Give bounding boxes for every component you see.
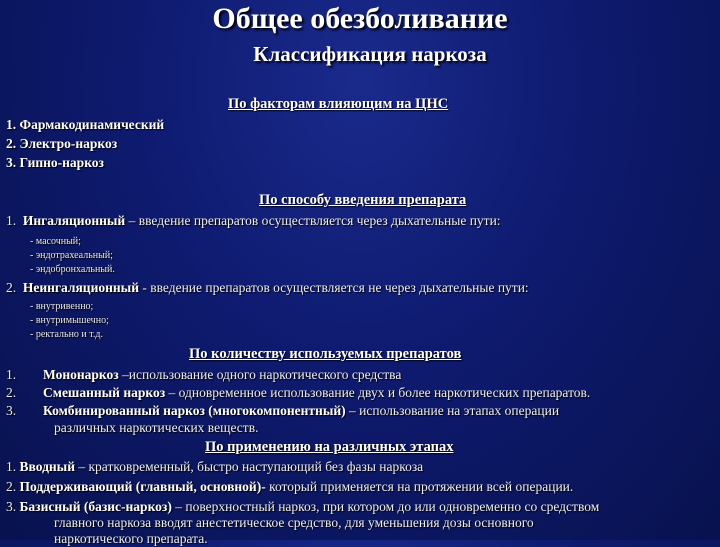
item-term: Комбинированный наркоз (многокомпонентный) xyxy=(43,403,346,418)
list-item xyxy=(6,403,16,419)
list-item xyxy=(43,367,401,383)
section-heading-route: По способу введения препарата xyxy=(259,192,467,208)
item-term: Неингаляционный xyxy=(22,280,139,295)
item-term: Ингаляционный xyxy=(22,213,126,228)
item-desc: – введение препаратов осуществляется через дыхательные пути: xyxy=(125,213,501,228)
item-term: Смешанный наркоз xyxy=(43,385,166,400)
sub-item: - эндобронхальный. xyxy=(30,264,115,275)
item-desc: – использование на этапах операции xyxy=(345,403,560,418)
item-number: 2. xyxy=(6,385,17,400)
list-item-cont: наркотического препарата. xyxy=(54,531,208,546)
item-desc: который применяется на протяжении всей операции. xyxy=(265,479,574,494)
section-heading-cns: По факторам влияющим на ЦНС xyxy=(228,96,449,112)
item-number: 1. xyxy=(6,367,17,382)
list-item xyxy=(6,499,599,515)
list-item: 1. Фармакодинамический xyxy=(6,117,165,132)
list-item xyxy=(43,385,590,401)
list-item xyxy=(6,385,16,401)
item-desc: – поверхностный наркоз, при котором до или одновременно со средством xyxy=(171,499,600,514)
list-item-cont: главного наркоза вводят анестетическое средство, для уменьшения дозы основного xyxy=(54,515,534,530)
sub-item: - внутримышечно; xyxy=(30,315,109,326)
sub-item: - эндотрахеальный; xyxy=(30,250,113,261)
item-desc: – кратковременный, быстро наступающий без фазы наркоза xyxy=(75,459,424,474)
list-item-cont: различных наркотических веществ. xyxy=(54,420,259,435)
item-desc: – одновременное использование двух и более наркотических препаратов. xyxy=(165,385,591,400)
item-term: Мононаркоз xyxy=(43,367,119,382)
item-number: 2. xyxy=(6,280,17,295)
item-number: 2. xyxy=(6,479,17,494)
item-number: 1. xyxy=(6,213,17,228)
list-item xyxy=(6,367,16,383)
page-subtitle: Классификация наркоза xyxy=(253,42,487,66)
list-item xyxy=(6,213,501,229)
sub-item: - масочный; xyxy=(30,236,81,247)
list-item xyxy=(6,280,529,296)
item-number: 3. xyxy=(6,403,17,418)
list-item: 3. Гипно-наркоз xyxy=(6,155,104,170)
list-item: 2. Электро-наркоз xyxy=(6,136,118,151)
list-item xyxy=(6,479,573,495)
section-heading-stages: По применению на различных этапах xyxy=(205,439,454,455)
item-term: Вводный xyxy=(19,459,75,474)
item-desc: - введение препаратов осуществляется не через дыхательные пути: xyxy=(138,280,529,295)
sub-item: - внутривенно; xyxy=(30,301,94,312)
list-item xyxy=(43,403,559,419)
list-item xyxy=(6,459,423,475)
section-heading-count: По количеству используемых препаратов xyxy=(189,346,462,362)
item-term: Поддерживающий (главный, основной)- xyxy=(19,479,266,494)
sub-item: - ректально и т.д. xyxy=(30,329,103,340)
item-term: Базисный (базис-наркоз) xyxy=(19,499,172,514)
item-number: 3. xyxy=(6,499,17,514)
page-title: Общее обезболивание xyxy=(212,2,508,35)
item-number: 1. xyxy=(6,459,17,474)
item-desc: –использование одного наркотического средства xyxy=(118,367,402,382)
